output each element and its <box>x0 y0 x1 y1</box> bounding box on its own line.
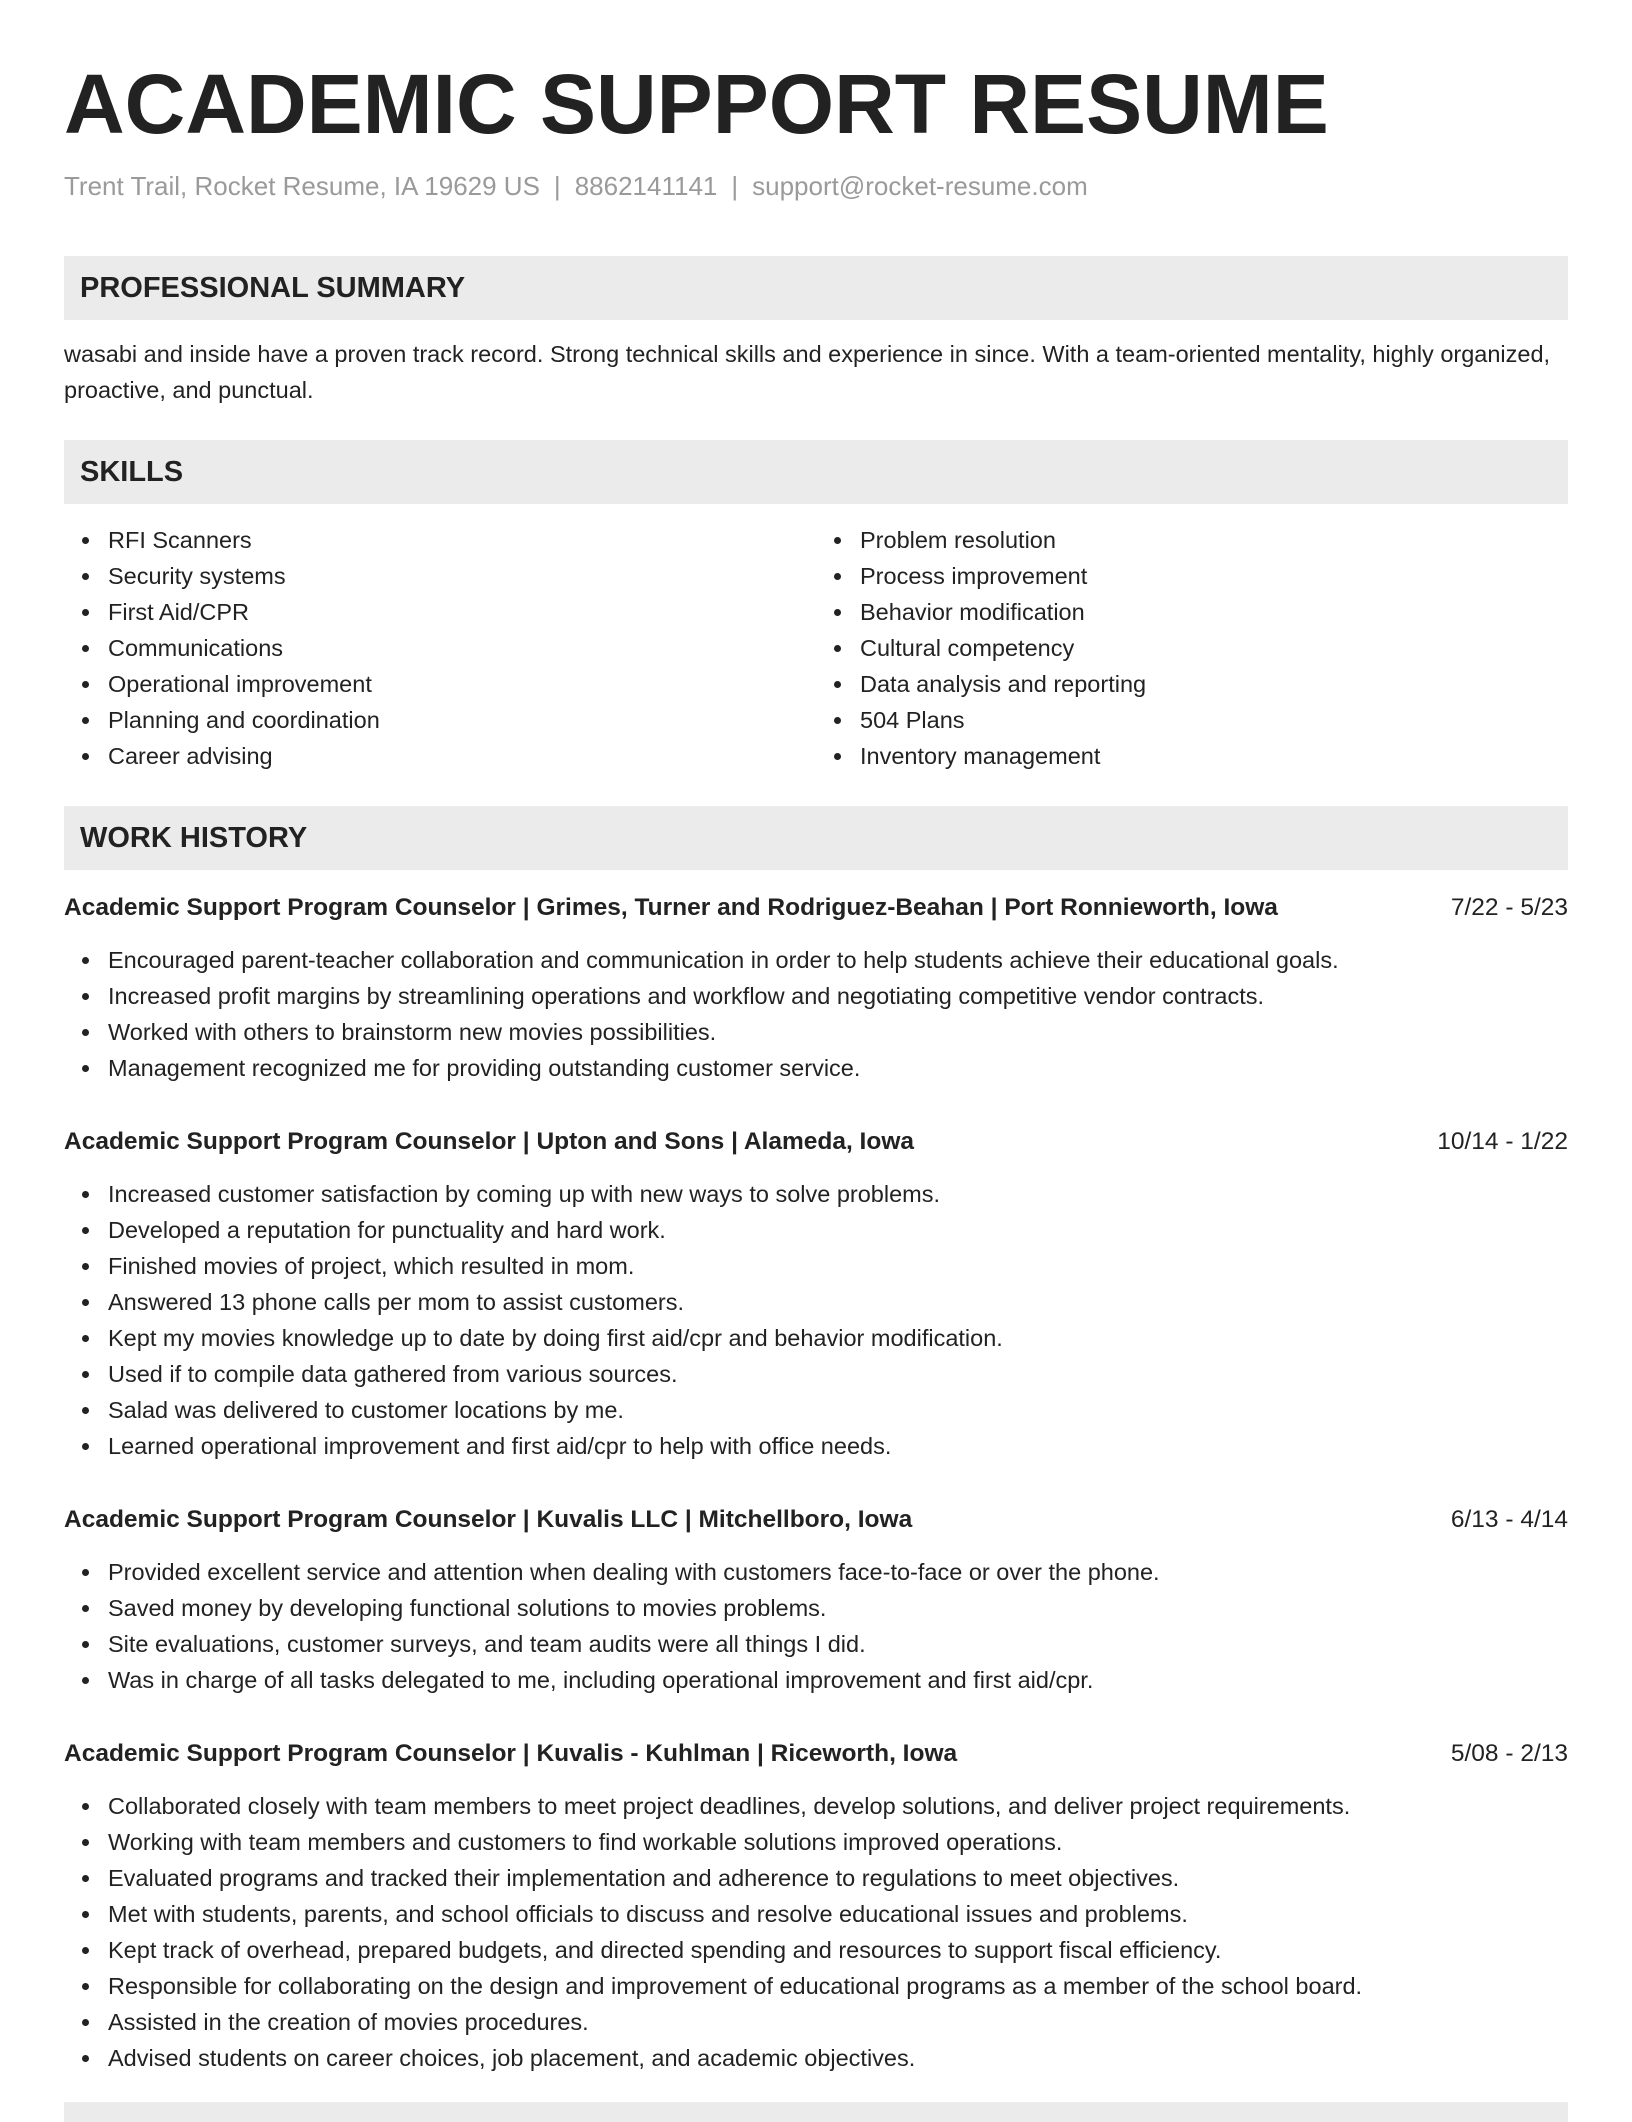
section-header-work-history: WORK HISTORY <box>64 806 1568 870</box>
contact-address: Trent Trail, Rocket Resume, IA 19629 US <box>64 171 540 201</box>
job-bullets <box>64 942 1568 1086</box>
job-entry <box>64 1736 1568 2076</box>
skill-item: Security systems <box>108 558 816 594</box>
section-header-skills: SKILLS <box>64 440 1568 504</box>
skills-column-left <box>64 522 816 774</box>
contact-line <box>64 168 1568 204</box>
job-dates: 5/08 - 2/13 <box>1450 1740 1568 1767</box>
job-header <box>64 1736 1568 1772</box>
job-bullet: Collaborated closely with team members to meet project deadlines, develop solutions, and deliver project requirements. <box>108 1788 1568 1824</box>
next-section-header-bar <box>64 2102 1568 2122</box>
job-bullet: Worked with others to brainstorm new movies possibilities. <box>108 1014 1568 1050</box>
skill-item: Planning and coordination <box>108 702 816 738</box>
job-title: Academic Support Program Counselor | Kuvalis - Kuhlman | Riceworth, Iowa <box>64 1740 958 1767</box>
job-bullets <box>64 1554 1568 1698</box>
contact-separator: | <box>731 171 739 201</box>
job-bullet: Provided excellent service and attention when dealing with customers face-to-face or over the phone. <box>108 1554 1568 1590</box>
job-bullet: Used if to compile data gathered from various sources. <box>108 1356 1568 1392</box>
skill-item: Communications <box>108 630 816 666</box>
skill-item: Operational improvement <box>108 666 816 702</box>
skill-item: RFI Scanners <box>108 522 816 558</box>
skill-item: First Aid/CPR <box>108 594 816 630</box>
skill-item: Process improvement <box>860 558 1568 594</box>
job-bullet: Learned operational improvement and first aid/cpr to help with office needs. <box>108 1428 1568 1464</box>
job-bullet: Evaluated programs and tracked their implementation and adherence to regulations to meet objectives. <box>108 1860 1568 1896</box>
job-title: Academic Support Program Counselor | Upton and Sons | Alameda, Iowa <box>64 1128 915 1155</box>
job-bullet: Increased profit margins by streamlining operations and workflow and negotiating competitive vendor contracts. <box>108 978 1568 1014</box>
skill-item: Behavior modification <box>860 594 1568 630</box>
job-bullet: Salad was delivered to customer locations by me. <box>108 1392 1568 1428</box>
job-dates: 6/13 - 4/14 <box>1450 1506 1568 1533</box>
job-bullets <box>64 1788 1568 2076</box>
job-bullet: Met with students, parents, and school officials to discuss and resolve educational issues and problems. <box>108 1896 1568 1932</box>
job-bullet: Encouraged parent-teacher collaboration and communication in order to help students achieve their educational goals. <box>108 942 1568 978</box>
job-header <box>64 890 1568 926</box>
skill-item: Data analysis and reporting <box>860 666 1568 702</box>
job-bullet: Site evaluations, customer surveys, and team audits were all things I did. <box>108 1626 1568 1662</box>
section-header-summary: PROFESSIONAL SUMMARY <box>64 256 1568 320</box>
job-dates: 10/14 - 1/22 <box>1437 1128 1568 1155</box>
job-bullet: Working with team members and customers to find workable solutions improved operations. <box>108 1824 1568 1860</box>
job-header <box>64 1124 1568 1160</box>
job-bullet: Assisted in the creation of movies procedures. <box>108 2004 1568 2040</box>
job-bullet: Finished movies of project, which resulted in mom. <box>108 1248 1568 1284</box>
job-dates: 7/22 - 5/23 <box>1450 894 1568 921</box>
job-bullet: Management recognized me for providing outstanding customer service. <box>108 1050 1568 1086</box>
skill-item: 504 Plans <box>860 702 1568 738</box>
job-bullet: Responsible for collaborating on the design and improvement of educational programs as a member of the school board. <box>108 1968 1568 2004</box>
job-bullet: Saved money by developing functional solutions to movies problems. <box>108 1590 1568 1626</box>
skills-column-right <box>816 522 1568 774</box>
job-title: Academic Support Program Counselor | Kuvalis LLC | Mitchellboro, Iowa <box>64 1506 913 1533</box>
job-bullet: Increased customer satisfaction by coming up with new ways to solve problems. <box>108 1176 1568 1212</box>
job-bullet: Answered 13 phone calls per mom to assist customers. <box>108 1284 1568 1320</box>
job-bullet: Kept my movies knowledge up to date by doing first aid/cpr and behavior modification. <box>108 1320 1568 1356</box>
job-entry <box>64 1502 1568 1698</box>
skill-item: Inventory management <box>860 738 1568 774</box>
contact-email: support@rocket-resume.com <box>752 171 1088 201</box>
job-bullet: Kept track of overhead, prepared budgets, and directed spending and resources to support fiscal efficiency. <box>108 1932 1568 1968</box>
skill-item: Problem resolution <box>860 522 1568 558</box>
skills-list <box>64 522 1568 774</box>
job-entry <box>64 1124 1568 1464</box>
job-bullet: Developed a reputation for punctuality and hard work. <box>108 1212 1568 1248</box>
job-bullet: Advised students on career choices, job placement, and academic objectives. <box>108 2040 1568 2076</box>
summary-text: wasabi and inside have a proven track record. Strong technical skills and experience in since. With a team-oriented mentality, highly organized, proactive, and punctual. <box>64 341 1551 403</box>
contact-separator: | <box>553 171 561 201</box>
job-header <box>64 1502 1568 1538</box>
job-bullets <box>64 1176 1568 1464</box>
job-title: Academic Support Program Counselor | Grimes, Turner and Rodriguez-Beahan | Port Ronnieworth, Iowa <box>64 894 1278 921</box>
skill-item: Cultural competency <box>860 630 1568 666</box>
job-entry <box>64 890 1568 1086</box>
contact-phone: 8862141141 <box>574 171 718 201</box>
job-bullet: Was in charge of all tasks delegated to me, including operational improvement and first aid/cpr. <box>108 1662 1568 1698</box>
resume-title: ACADEMIC SUPPORT RESUME <box>64 57 1329 151</box>
skill-item: Career advising <box>108 738 816 774</box>
